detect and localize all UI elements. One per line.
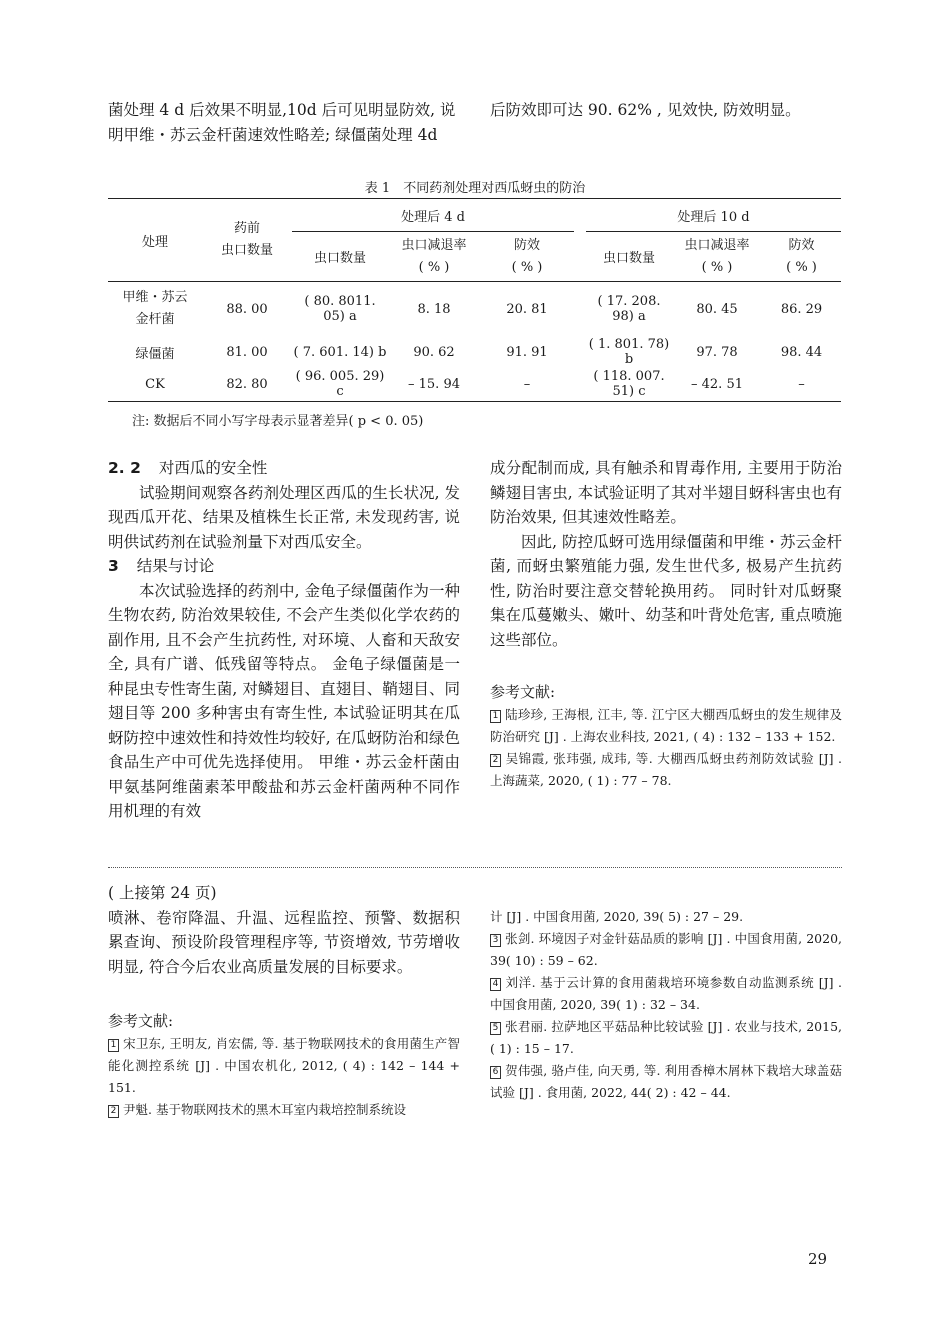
cell: – 42. 51 — [691, 376, 743, 392]
header-eff-line1: 防效 — [788, 237, 815, 253]
ref-text: 吴锦霞, 张玮强, 成玮, 等. 大棚西瓜蚜虫药剂防效试验 [J] . 上海蔬菜, 2020, ( 1) : 77 – 78. — [490, 751, 842, 788]
header-pre — [202, 199, 292, 282]
header-eff-4d — [480, 232, 574, 282]
header-eff-line1: 防效 — [513, 237, 540, 253]
bottom-right-column — [490, 906, 842, 1104]
header-rate-line1: 虫口减退率 — [684, 237, 750, 253]
cell: 90. 62 — [413, 344, 455, 360]
ref-number: 4 — [490, 978, 501, 991]
header-rate-line2: ( % ) — [418, 259, 450, 275]
ref-text: 尹魁. 基于物联网技术的黑木耳室内栽培控制系统设 — [123, 1102, 406, 1117]
top-left-text — [108, 98, 460, 147]
left-column — [108, 456, 460, 824]
reference-item — [490, 928, 842, 972]
reference-item-continued: 计 [J] . 中国食用菌, 2020, 39( 5) : 27 – 29. — [490, 909, 744, 924]
reference-item — [490, 748, 842, 792]
header-rate-10d — [672, 232, 762, 282]
references-title: 参考文献: — [490, 683, 556, 701]
cell: 97. 78 — [696, 344, 738, 360]
paragraph: 喷淋、卷帘降温、升温、远程监控、预警、数据积累查询、预设阶段管理程序等, 节资增效, 节劳增收明显, 符合今后农业高质量发展的目标要求。 — [108, 908, 460, 976]
cell: ( 80. 8011. 05) a — [304, 294, 376, 325]
paragraph: 因此, 防控瓜蚜可选用绿僵菌和甲维・苏云金杆菌, 而蚜虫繁殖能力强, 发生世代多, 极易产生抗药性, 防治时要注意交替轮换用药。 同时针对瓜蚜聚集在瓜蔓嫩头、嫩叶、幼茎和叶背处危害, 重点喷施这些部位。 — [490, 532, 842, 649]
row-name-line2: 金杆菌 — [135, 312, 175, 328]
ref-number: 2 — [108, 1105, 119, 1118]
header-eff-10d — [762, 232, 841, 282]
cell: – — [523, 376, 531, 392]
section-heading-3 — [108, 554, 460, 579]
ref-number: 1 — [490, 710, 501, 723]
reference-item — [490, 1060, 842, 1104]
header-eff-line2: ( % ) — [511, 259, 543, 275]
header-count-10d: 虫口数量 — [602, 251, 655, 266]
continued-note: ( 上接第 24 页) — [108, 884, 217, 902]
reference-item — [490, 1016, 842, 1060]
cell: ( 1. 801. 78) b — [588, 337, 670, 367]
row-treatment — [108, 282, 202, 337]
section-title: 对西瓜的安全性 — [158, 459, 268, 477]
cell: 81. 00 — [226, 344, 268, 360]
ref-number: 6 — [490, 1066, 501, 1079]
header-pre-line1: 药前 — [233, 221, 260, 236]
table-row — [108, 282, 841, 337]
ref-text: 宋卫东, 王明友, 肖宏儒, 等. 基于物联网技术的食用菌生产智能化测控系统 [J] . 中国农机化, 2012, ( 4) : 142 – 144 + 151. — [108, 1036, 460, 1095]
row-treatment: CK — [145, 376, 165, 392]
ref-number: 1 — [108, 1039, 119, 1052]
cell: – 15. 94 — [408, 376, 460, 392]
cell: 86. 29 — [780, 301, 823, 317]
table-row — [108, 368, 841, 402]
cell: ( 96. 005. 29) c — [295, 369, 385, 400]
cell: 20. 81 — [506, 301, 548, 317]
row-treatment: 绿僵菌 — [135, 346, 175, 362]
table-note: 注: 数据后不同小写字母表示显著差异( p < 0. 05) — [132, 414, 424, 429]
ref-text: 刘洋. 基于云计算的食用菌栽培环境参数自动监测系统 [J] . 中国食用菌, 2020, 39( 1) : 32 – 34. — [490, 975, 842, 1012]
ref-text: 陆珍珍, 王海根, 江丰, 等. 江宁区大棚西瓜蚜虫的发生规律及防治研究 [J] . 上海农业科技, 2021, ( 4) : 132 – 133 + 152. — [490, 707, 842, 744]
section-heading-2-2 — [108, 456, 460, 481]
cell: ( 118. 007. 51) c — [593, 369, 665, 400]
reference-item — [490, 972, 842, 1016]
ref-text: 张剑. 环境因子对金针菇品质的影响 [J] . 中国食用菌, 2020, 39( 10) : 59 – 62. — [490, 931, 842, 968]
cell: 88. 00 — [226, 301, 268, 317]
cell: 80. 45 — [696, 301, 738, 317]
data-table — [108, 198, 841, 402]
cell: 82. 80 — [226, 376, 268, 392]
cell: ( 17. 208. 98) a — [597, 294, 661, 325]
table-row — [108, 337, 841, 368]
table-caption: 表 1 不同药剂处理对西瓜蚜虫的防治 — [364, 181, 586, 196]
right-column — [490, 456, 842, 792]
ref-number: 2 — [490, 754, 501, 767]
header-eff-line2: ( % ) — [786, 259, 817, 275]
ref-text: 贺伟强, 骆卢佳, 向天勇, 等. 利用香樟木屑林下栽培大球盖菇试验 [J] . 食用菌, 2022, 44( 2) : 42 – 44. — [490, 1063, 842, 1100]
header-count-4d: 虫口数量 — [313, 251, 366, 266]
header-treatment: 处理 — [108, 199, 202, 282]
section-divider — [108, 867, 842, 868]
row-name-line1: 甲维・苏云 — [122, 290, 188, 306]
ref-number: 3 — [490, 934, 501, 947]
header-pre-line2: 虫口数量 — [220, 243, 273, 258]
text-line: 后防效即可达 90. 62% , 见效快, 防效明显。 — [490, 101, 801, 119]
ref-number: 5 — [490, 1022, 501, 1035]
references-title: 参考文献: — [108, 1012, 174, 1030]
cell: 8. 18 — [417, 301, 451, 317]
cell: 98. 44 — [780, 344, 823, 360]
section-number: 2. 2 — [108, 459, 141, 477]
header-after-4d: 处理后 4 d — [292, 199, 574, 232]
header-rate-4d — [388, 232, 480, 282]
reference-item — [108, 1099, 460, 1121]
paragraph: 试验期间观察各药剂处理区西瓜的生长状况, 发现西瓜开花、结果及植株生长正常, 未发现药害, 说明供试药剂在试验剂量下对西瓜安全。 — [108, 483, 460, 551]
header-rate-line2: ( % ) — [701, 259, 733, 275]
paragraph: 成分配制而成, 具有触杀和胃毒作用, 主要用于防治鳞翅目害虫, 本试验证明了其对半翅目蚜科害虫也有防治效果, 但其速效性略差。 — [490, 459, 842, 526]
section-number: 3 — [108, 557, 119, 575]
ref-text: 张君丽. 拉萨地区平菇品种比较试验 [J] . 农业与技术, 2015, ( 1) : 15 – 17. — [490, 1019, 842, 1056]
paragraph: 本次试验选择的药剂中, 金龟子绿僵菌作为一种生物农药, 防治效果较佳, 不会产生类似化学农药的副作用, 且不会产生抗药性, 对环境、人畜和天敌安全, 具有广谱、低残留等特点。 金龟子绿僵菌是一种昆虫专性寄生菌, 对鳞翅目、直翅目、鞘翅目、同翅目等 200 多种害虫有寄生性, 本试验证明其在瓜蚜防控中速效性和持效性均较好, 在瓜蚜防治和绿色食品生产中可优先选择使用。 甲维・苏云金杆菌由甲氨基阿维菌素苯甲酸盐和苏云金杆菌两种不同作用机理的有效 — [108, 581, 460, 820]
cell: – — [798, 376, 805, 392]
reference-item — [490, 704, 842, 748]
bottom-left-column — [108, 881, 460, 1121]
header-rate-line1: 虫口减退率 — [401, 237, 467, 253]
header-after-10d: 处理后 10 d — [586, 199, 841, 232]
text-line: 菌处理 4 d 后效果不明显,10d 后可见明显防效, 说 — [108, 101, 456, 119]
text-line: 明甲维・苏云金杆菌速效性略差; 绿僵菌处理 4d — [108, 125, 438, 144]
section-title: 结果与讨论 — [136, 557, 215, 575]
top-right-text — [490, 98, 842, 123]
page-number: 29 — [808, 1250, 828, 1268]
reference-item — [108, 1033, 460, 1099]
cell: 91. 91 — [506, 344, 548, 360]
cell: ( 7. 601. 14) b — [293, 344, 387, 360]
